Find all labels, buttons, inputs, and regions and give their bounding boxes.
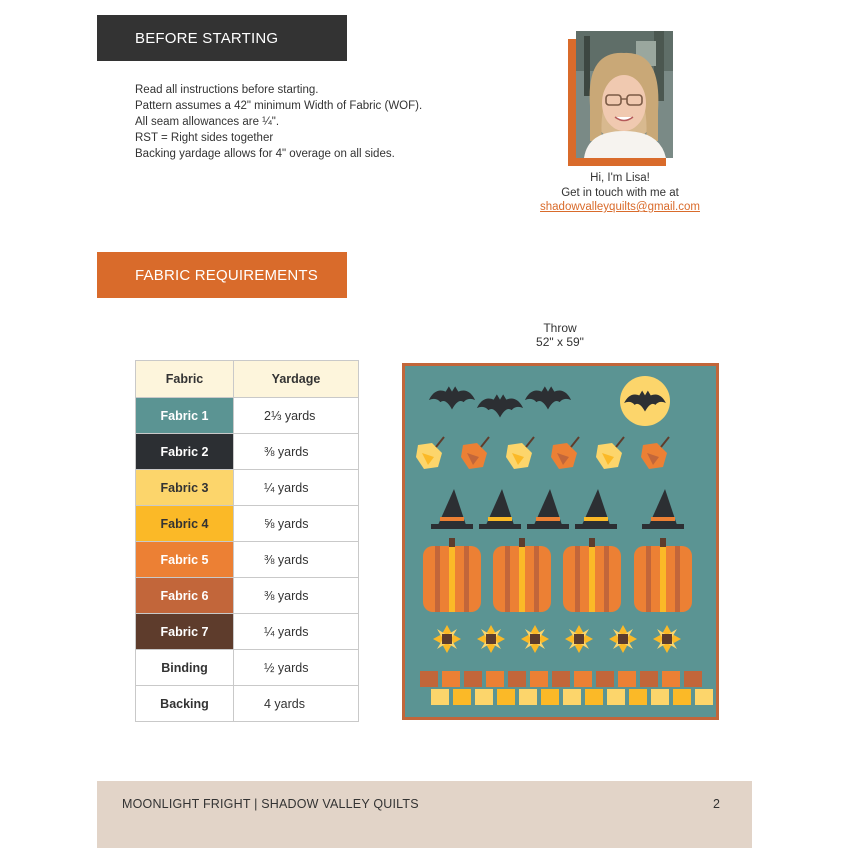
checker-square bbox=[475, 689, 493, 705]
instruction-line: All seam allowances are ¼". bbox=[135, 116, 280, 128]
pumpkin-rib bbox=[575, 546, 580, 612]
instruction-line: Backing yardage allows for 4" overage on all sides. bbox=[135, 148, 395, 160]
yardage-cell: 2⅓ yards bbox=[234, 398, 359, 434]
fabric-name-cell: Binding bbox=[136, 650, 234, 686]
pumpkin-stem bbox=[449, 538, 455, 547]
checker-square bbox=[673, 689, 691, 705]
fabric-name-cell: Fabric 1 bbox=[136, 398, 234, 434]
table-row bbox=[136, 686, 359, 722]
sunflower-center bbox=[442, 634, 452, 644]
yardage-cell: ¼ yards bbox=[234, 614, 359, 650]
before-starting-banner bbox=[97, 15, 347, 61]
checker-square bbox=[442, 671, 460, 687]
checker-square bbox=[651, 689, 669, 705]
yardage-column-header: Yardage bbox=[234, 361, 359, 398]
checker-square bbox=[684, 671, 702, 687]
checker-square bbox=[695, 689, 713, 705]
table-row bbox=[136, 434, 359, 470]
checker-square bbox=[519, 689, 537, 705]
checker-square bbox=[596, 671, 614, 687]
checker-square bbox=[563, 689, 581, 705]
sunflower-center bbox=[530, 634, 540, 644]
email-link[interactable]: shadowvalleyquilts@gmail.com bbox=[540, 201, 700, 213]
pumpkin-rib bbox=[646, 546, 651, 612]
quilt-dimensions: 52" x 59" bbox=[536, 335, 584, 349]
checker-square bbox=[585, 689, 603, 705]
checker-square bbox=[464, 671, 482, 687]
pumpkin-stem bbox=[660, 538, 666, 547]
pumpkin-rib bbox=[464, 546, 469, 612]
checker-square bbox=[497, 689, 515, 705]
table-row bbox=[136, 650, 359, 686]
sunflower-center bbox=[618, 634, 628, 644]
pumpkin-rib bbox=[505, 546, 510, 612]
pumpkin-stem bbox=[519, 538, 525, 547]
hat-band bbox=[651, 517, 675, 521]
checker-square bbox=[574, 671, 592, 687]
fabric-name-cell: Fabric 2 bbox=[136, 434, 234, 470]
contact-block bbox=[520, 171, 720, 215]
fabric-column-header: Fabric bbox=[136, 361, 234, 398]
before-starting-heading: BEFORE STARTING bbox=[135, 29, 279, 47]
table-row bbox=[136, 614, 359, 650]
greeting-text: Hi, I'm Lisa! bbox=[590, 172, 650, 184]
pumpkin-rib bbox=[534, 546, 539, 612]
checker-square bbox=[530, 671, 548, 687]
yardage-cell: ⅝ yards bbox=[234, 506, 359, 542]
checker-square bbox=[453, 689, 471, 705]
sunflower-center bbox=[662, 634, 672, 644]
table-row bbox=[136, 542, 359, 578]
checker-square bbox=[640, 671, 658, 687]
pumpkin-rib bbox=[675, 546, 680, 612]
footer-title: MOONLIGHT FRIGHT | SHADOW VALLEY QUILTS bbox=[122, 797, 419, 811]
instruction-line: RST = Right sides together bbox=[135, 132, 274, 144]
table-row bbox=[136, 578, 359, 614]
page-footer bbox=[97, 781, 752, 848]
hat-band bbox=[440, 517, 464, 521]
checker-square bbox=[486, 671, 504, 687]
hat-band bbox=[536, 517, 560, 521]
checker-square bbox=[420, 671, 438, 687]
checker-square bbox=[618, 671, 636, 687]
yardage-cell: ⅜ yards bbox=[234, 434, 359, 470]
fabric-name-cell: Backing bbox=[136, 686, 234, 722]
yardage-cell: ⅜ yards bbox=[234, 578, 359, 614]
pumpkin-center bbox=[589, 546, 595, 612]
quilt-illustration bbox=[402, 363, 719, 720]
pumpkin-center bbox=[449, 546, 455, 612]
fabric-name-cell: Fabric 6 bbox=[136, 578, 234, 614]
quilt-size-caption bbox=[520, 321, 600, 349]
yardage-cell: 4 yards bbox=[234, 686, 359, 722]
pumpkin-rib bbox=[604, 546, 609, 612]
author-photo bbox=[576, 31, 673, 158]
instructions-list bbox=[135, 82, 422, 162]
checker-square bbox=[541, 689, 559, 705]
fabric-name-cell: Fabric 7 bbox=[136, 614, 234, 650]
instruction-line: Pattern assumes a 42" minimum Width of Fabric (WOF). bbox=[135, 100, 423, 112]
yardage-cell: ½ yards bbox=[234, 650, 359, 686]
fabric-requirements-table bbox=[135, 360, 359, 722]
author-photo-frame bbox=[568, 31, 673, 166]
checker-square bbox=[662, 671, 680, 687]
table-row bbox=[136, 506, 359, 542]
pumpkin-rib bbox=[435, 546, 440, 612]
contact-line: Get in touch with me at bbox=[561, 186, 679, 199]
checker-square bbox=[431, 689, 449, 705]
pumpkin-stem bbox=[589, 538, 595, 547]
page-number: 2 bbox=[713, 797, 720, 811]
sunflower-center bbox=[486, 634, 496, 644]
table-row bbox=[136, 398, 359, 434]
table-row bbox=[136, 470, 359, 506]
pumpkin-center bbox=[660, 546, 666, 612]
hat-band bbox=[488, 517, 512, 521]
pumpkin-center bbox=[519, 546, 525, 612]
instruction-line: Read all instructions before starting. bbox=[135, 84, 319, 96]
checker-square bbox=[508, 671, 526, 687]
table-header-row bbox=[136, 361, 359, 398]
quilt-size-name: Throw bbox=[543, 321, 577, 335]
fabric-name-cell: Fabric 3 bbox=[136, 470, 234, 506]
fabric-requirements-banner bbox=[97, 252, 347, 298]
fabric-name-cell: Fabric 5 bbox=[136, 542, 234, 578]
yardage-cell: ¼ yards bbox=[234, 470, 359, 506]
checker-square bbox=[552, 671, 570, 687]
fabric-name-cell: Fabric 4 bbox=[136, 506, 234, 542]
checker-square bbox=[607, 689, 625, 705]
sunflower-center bbox=[574, 634, 584, 644]
checker-square bbox=[629, 689, 647, 705]
fabric-requirements-heading: FABRIC REQUIREMENTS bbox=[135, 266, 318, 284]
yardage-cell: ⅜ yards bbox=[234, 542, 359, 578]
hat-band bbox=[584, 517, 608, 521]
